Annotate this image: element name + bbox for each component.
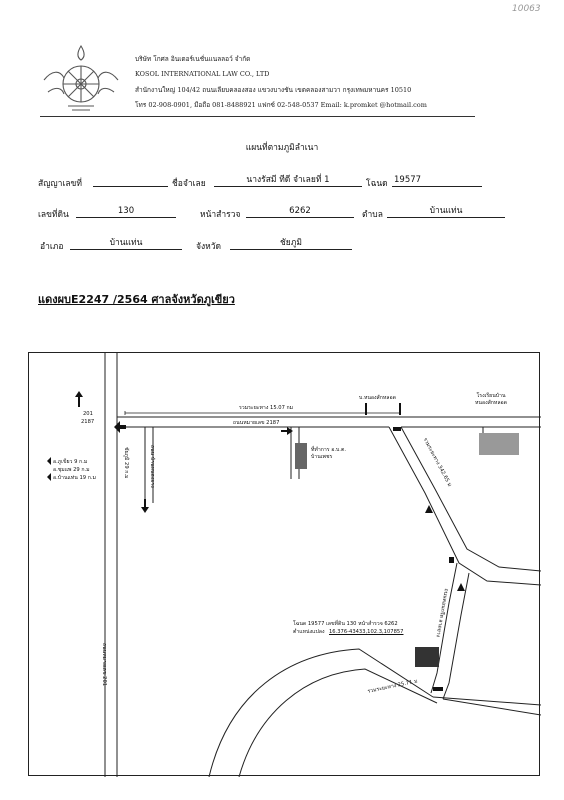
contract-value	[93, 175, 168, 187]
distance-25-71: รวมระยะทาง 25.71 ม	[367, 678, 419, 695]
school-label: โรงเรียนบ้าน หนองสักหลอด	[475, 393, 508, 406]
dest-phu-khiao: อ.ภูเขียว 9 ก.ม	[53, 459, 88, 465]
road-ban-yang-label: ถนน บ้านหนองยาง	[149, 445, 155, 488]
company-name-en: KOSOL INTERNATIONAL LAW CO., LTD	[135, 70, 270, 78]
local-road-label: ถนนคอนกรีต ลาดยาง	[434, 587, 449, 638]
contract-label: สัญญาเลขที่	[38, 179, 82, 189]
document-title: แผนที่ตามภูมิลำเนา	[245, 143, 319, 153]
company-name-th: บริษัท โกศล อินเตอร์เนชั่นแนลลอว์ จำกัด	[135, 55, 251, 63]
company-address: สำนักงานใหญ่ 104/42 ถนนเลียบคลองสอง แขวงบางชัน เขตคลองสามวา กรุงเทพมหานคร 10510	[135, 86, 412, 94]
company-contact: โทร 02-908-0901, มือถือ 081-8488921 แฟกซ์ 02-548-0537 Email: k.promket @hotmail.com	[135, 101, 427, 109]
case-number: แดงผบE2247 /2564 ศาลจังหวัดภูเขียว	[38, 293, 235, 306]
land-no-label: เลขที่ดิน	[38, 210, 69, 220]
map-drawing	[29, 353, 541, 777]
province-label: จังหวัด	[196, 242, 222, 252]
village-label: บ.หนองสักหลอด	[359, 395, 396, 401]
header-divider	[40, 116, 475, 117]
distance-15-07: รวมระยะทาง 15.07 กม	[239, 405, 294, 411]
distance-342-65: รวมระยะทาง 342.65 ม	[421, 437, 453, 488]
route-201-label: 201	[83, 411, 93, 417]
district-label: อำเภอ	[40, 242, 64, 252]
subdistrict-label: ตำบล	[362, 210, 383, 220]
road-2187-label: ถนนหมายเลข 2187	[233, 420, 280, 426]
survey-label: หน้าสำรวจ	[200, 210, 241, 220]
company-logo-icon	[38, 40, 124, 120]
office-label: ที่ทำการ อ.บ.ต. บ้านเพชร	[311, 447, 346, 460]
dest-ban-thaen: อ.บ้านแท่น 19 ก.ม	[53, 475, 96, 481]
page-stamp: 10063	[512, 4, 541, 14]
province-value: ชัยภูมิ	[230, 238, 352, 250]
district-value: บ้านแท่น	[70, 238, 182, 250]
debtor-value: นางรัสมี ทีดี จำเลยที่ 1	[214, 175, 362, 187]
deed-label: โฉนด	[366, 179, 388, 189]
plot-description: โฉนด 19577 เลขที่ดิน 130 หน้าสำรวจ 6262	[293, 621, 398, 627]
plot-coordinates: 16.376-43433,102.3,107857	[329, 629, 404, 635]
dest-chum-phae: อ.ชุมแพ 29 ก.ม	[53, 467, 90, 473]
plot-position-label: ตำแหน่งแปลง	[293, 629, 325, 635]
debtor-label: ชื่อจำเลย	[172, 179, 206, 189]
road-201-label: ถนนหมายเลข 201	[101, 643, 107, 687]
land-no-value: 130	[76, 206, 176, 218]
subdistrict-value: บ้านแท่น	[387, 206, 505, 218]
deed-value: 19577	[392, 175, 482, 187]
route-2187-label: 2187	[81, 419, 95, 425]
survey-value: 6262	[246, 206, 354, 218]
location-map	[28, 352, 540, 776]
road-ban-yang-distance: ชัยภูมิ 29 ก.ม	[123, 447, 129, 479]
